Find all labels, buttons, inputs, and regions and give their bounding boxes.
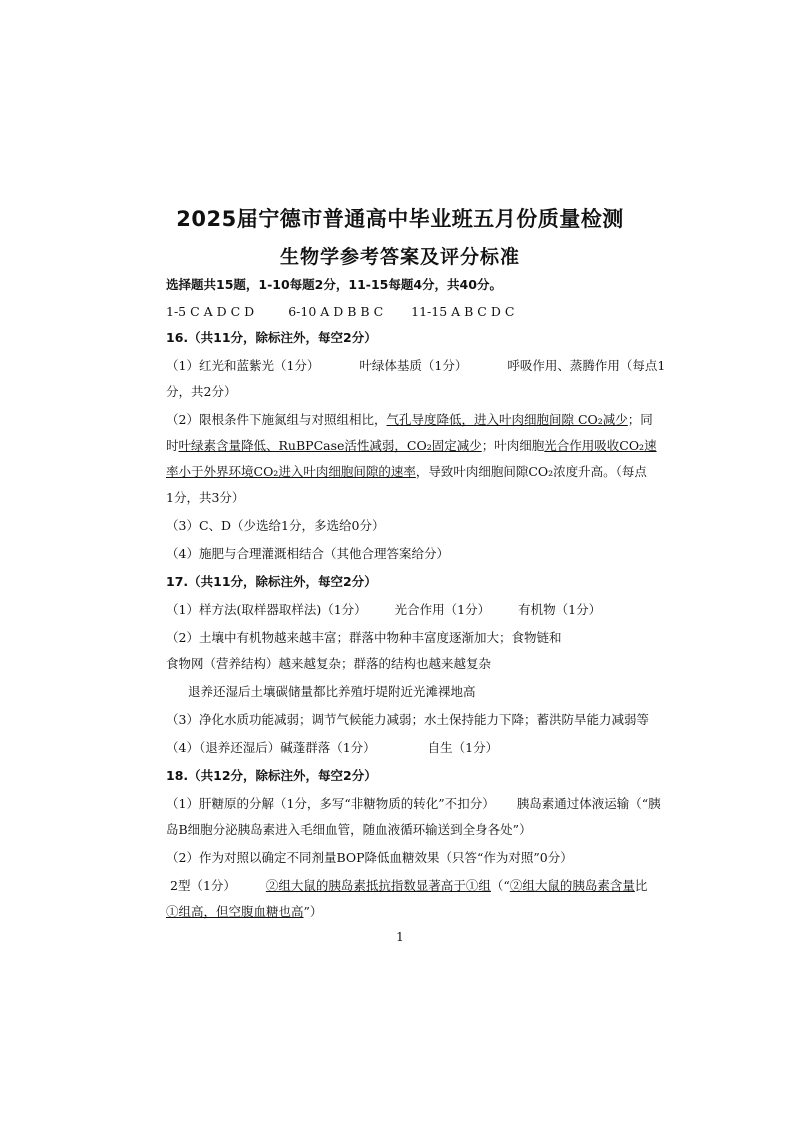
q17-part2-line2: 食物网（营养结构）越来越复杂；群落的结构也越来越复杂 xyxy=(166,656,492,671)
q16-part3: （3）C、D（少选给1分，多选给0分） xyxy=(166,518,385,533)
mc-answers-11-15: 11-15 A B C D C xyxy=(411,304,515,319)
q17-p1-c: 有机物（1分） xyxy=(518,602,602,617)
q18-header: 18.（共12分，除标注外，每空2分） xyxy=(166,768,377,783)
mc-header: 选择题共15题，1-10每题2分，11-15每题4分，共40分。 xyxy=(166,277,502,292)
q16-part2-line2 xyxy=(166,437,657,455)
q17-p4-a: （4）（退养还湿后）碱蓬群落（1分） xyxy=(166,740,376,755)
q17-part2-line1: （2）土壤中有机物越来越丰富；群落中物种丰富度逐渐加大；食物链和 xyxy=(166,630,562,645)
q16-part2-line3 xyxy=(166,463,647,481)
q16-p2-key1: 气孔导度降低，进入叶肉细胞间隙 CO₂减少 xyxy=(386,412,628,427)
q18-p3-text: 比 xyxy=(634,878,648,893)
q18-p3-key1: ②组大鼠的胰岛素抵抗指数显著高于①组 xyxy=(265,878,491,893)
q18-part1-line2: 岛B细胞分泌胰岛素进入毛细血管，随血液循环输送到全身各处”） xyxy=(166,822,532,837)
q16-p1-b: 叶绿体基质（1分） xyxy=(359,358,468,373)
q18-p3-key2-cont: ①组高， xyxy=(166,904,217,919)
q16-p1-a: （1）红光和蓝紫光（1分） xyxy=(166,358,320,373)
q18-part3-line1 xyxy=(170,877,647,895)
q16-part2-line4: 1分，共3分） xyxy=(166,490,245,505)
page-subtitle: 生物学参考答案及评分标准 xyxy=(279,246,520,268)
q16-p2-key3-cont: 率小于外界环境CO₂进入叶肉细胞间隙的速率 xyxy=(166,464,416,479)
q17-p1-a: （1）样方法(取样器取样法)（1分） xyxy=(166,602,367,617)
q18-p3-text: ”） xyxy=(303,904,323,919)
q16-p2-key2: 叶绿素含量降低、RuBPCase活性减弱，CO₂固定减少 xyxy=(178,438,482,453)
q18-part1-line1 xyxy=(166,795,661,813)
q17-header: 17.（共11分，除标注外，每空2分） xyxy=(166,574,377,589)
page-number: 1 xyxy=(396,930,404,944)
q16-p2-text: ；同 xyxy=(627,412,653,427)
mc-answers xyxy=(166,303,514,321)
q18-p3-text: （“ xyxy=(490,878,510,893)
mc-answers-6-10: 6-10 A D B B C xyxy=(288,304,384,319)
page-title: 2025届宁德市普通高中毕业班五月份质量检测 xyxy=(176,207,624,231)
q18-p3-a: 2型（1分） xyxy=(170,878,236,893)
q18-p1-b: 胰岛素通过体液运输（“胰 xyxy=(516,796,661,811)
q16-p2-text: （2）限根条件下施氮组与对照组相比， xyxy=(166,412,387,427)
q17-part1 xyxy=(166,601,601,619)
q18-p1-a: （1）肝糖原的分解（1分，多写“非糖物质的转化”不扣分） xyxy=(166,796,495,811)
q18-part3-line2 xyxy=(166,903,322,921)
q16-p2-text: ；叶肉细胞 xyxy=(481,438,545,453)
mc-answers-1-5: 1-5 C A D C D xyxy=(166,304,255,319)
q17-p1-b: 光合作用（1分） xyxy=(394,602,491,617)
q18-part2: （2）作为对照以确定不同剂量BOP降低血糖效果（只答“作为对照”0分） xyxy=(166,850,573,865)
q17-part2-line3: 退养还湿后土壤碳储量都比养殖圩堤附近光滩裸地高 xyxy=(188,684,476,699)
q16-p2-key3: 光合作用吸收CO₂速 xyxy=(544,438,657,453)
q16-part4: （4）施肥与合理灌溉相结合（其他合理答案给分） xyxy=(166,546,449,561)
q18-p3-key3: 但空腹血糖也高 xyxy=(216,904,304,919)
q16-part1 xyxy=(166,357,665,375)
q17-part4 xyxy=(166,739,498,757)
q17-part3: （3）净化水质功能减弱；调节气候能力减弱；水土保持能力下降；蓄洪防旱能力减弱等 xyxy=(166,712,649,727)
q16-header: 16.（共11分，除标注外，每空2分） xyxy=(166,330,377,345)
q16-part2-line1 xyxy=(166,411,653,429)
q16-part1-cont: 分，共2分） xyxy=(166,384,237,399)
q16-p1-c: 呼吸作用、蒸腾作用（每点1 xyxy=(507,358,666,373)
q18-p3-key2: ②组大鼠的胰岛素含量 xyxy=(509,878,635,893)
q16-p2-text: 时 xyxy=(166,438,179,453)
q16-p2-text: ，导致叶肉细胞间隙CO₂浓度升高。（每点 xyxy=(415,464,647,479)
q17-p4-b: 自生（1分） xyxy=(427,740,499,755)
